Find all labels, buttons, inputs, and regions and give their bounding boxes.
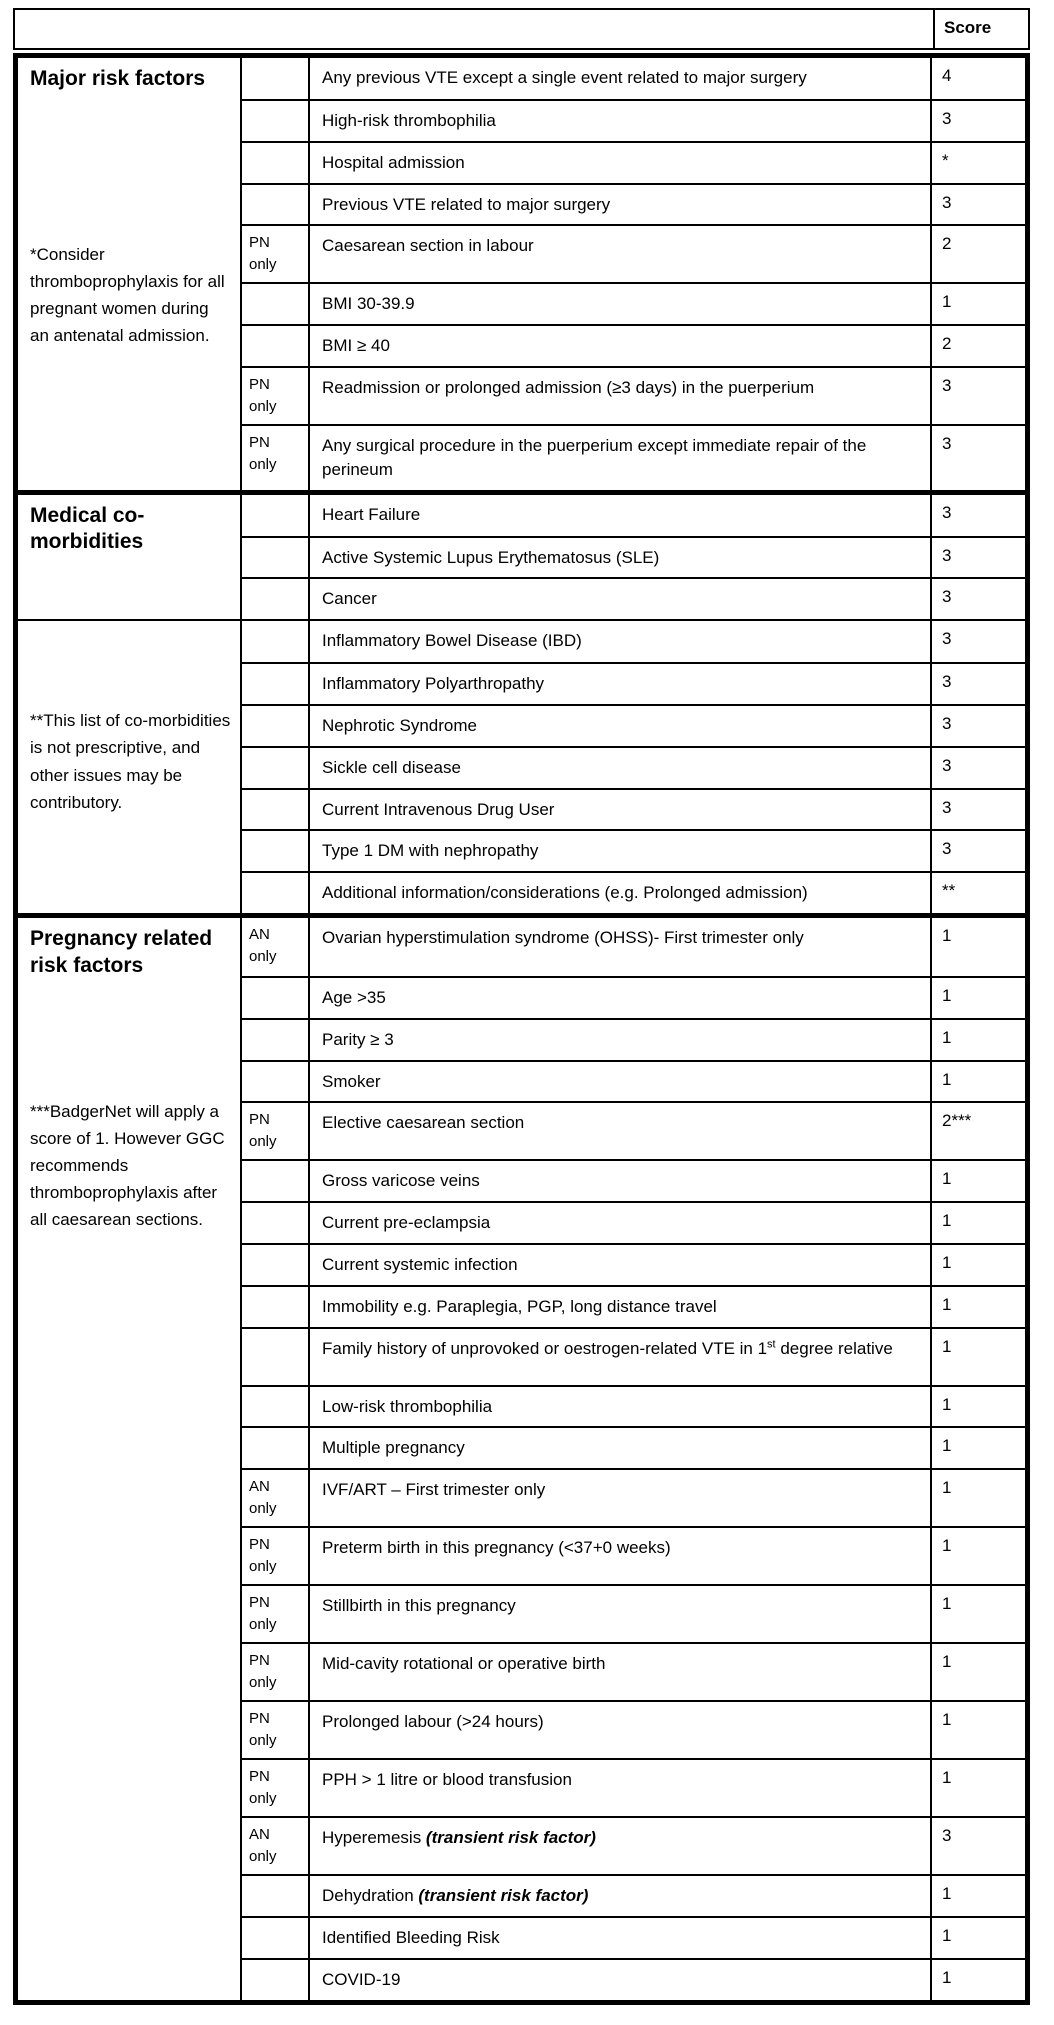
row-score: 1 [942,1884,952,1904]
row-score: 1 [942,1710,952,1730]
row-description: Parity ≥ 3 [310,1020,932,1060]
row-applicability-cell [242,664,310,704]
rows-container [242,495,1025,620]
header-row [13,8,1030,50]
table-row [242,621,1025,662]
row-applicability-cell [242,101,310,141]
row-description: Caesarean section in labour [310,226,932,282]
row-description: Low-risk thrombophilia [310,1387,932,1427]
row-score: 3 [942,629,952,649]
row-applicability-cell: PN only [242,1528,310,1584]
row-applicability-cell: PN only [242,1103,310,1159]
section-title: Medical co-morbidities [30,503,145,554]
category-block [18,619,1025,913]
category-cell [18,621,242,913]
row-description: Identified Bleeding Risk [310,1918,932,1958]
table-row [242,183,1025,225]
category-block [18,495,1025,620]
table-row [242,1285,1025,1327]
row-score: 1 [942,1436,952,1456]
risk-table [13,53,1030,2005]
row-description: High-risk thrombophilia [310,101,932,141]
section-footnote: *Consider thromboprophylaxis for all pregnant women during an antenatal admission. [30,244,225,346]
table-row [242,1958,1025,2000]
row-applicability-cell [242,873,310,913]
table-row [242,1018,1025,1060]
table-row [242,495,1025,536]
section-footnote: ***BadgerNet will apply a score of 1. However GGC recommends thromboprophylaxis after all caesarean sections. [30,1101,225,1230]
row-applicability-cell [242,621,310,662]
row-applicability-cell [242,538,310,578]
table-row [242,662,1025,704]
table-row [242,577,1025,619]
row-description: Ovarian hyperstimulation syndrome (OHSS)- First trimester only [310,918,932,976]
section-medical-co-morbidities [18,490,1025,913]
row-applicability-cell: PN only [242,368,310,424]
row-description: BMI ≥ 40 [310,326,932,366]
row-applicability-cell [242,579,310,619]
row-applicability-cell [242,1918,310,1958]
row-applicability-cell [242,1245,310,1285]
ordinal-superscript: st [767,1337,776,1350]
category-cell [18,918,242,2000]
section-major-risk-factors [18,58,1025,490]
row-applicability-cell [242,831,310,871]
table-row [242,282,1025,324]
row-applicability-cell [242,284,310,324]
row-score: 3 [942,375,952,395]
row-score: 1 [942,1478,952,1498]
row-description: IVF/ART – First trimester only [310,1470,932,1526]
row-applicability-cell [242,1876,310,1916]
table-row [242,536,1025,578]
row-applicability-cell [242,978,310,1018]
row-description: Stillbirth in this pregnancy [310,1586,932,1642]
row-applicability-cell [242,326,310,366]
row-applicability-cell [242,1428,310,1468]
row-score: 1 [942,985,952,1005]
row-applicability-cell: PN only [242,1644,310,1700]
row-applicability-cell [242,1020,310,1060]
row-score: 3 [942,192,952,212]
section-title: Major risk factors [30,67,206,90]
table-row [242,1700,1025,1758]
row-description: Type 1 DM with nephropathy [310,831,932,871]
table-row [242,1101,1025,1159]
row-description: Immobility e.g. Paraplegia, PGP, long distance travel [310,1287,932,1327]
table-row [242,58,1025,99]
table-row [242,1642,1025,1700]
row-applicability-cell [242,748,310,788]
row-score: 1 [942,1925,952,1945]
table-row [242,1385,1025,1427]
row-description: COVID-19 [310,1960,932,2000]
score-header-cell: Score [944,18,992,37]
header-spacer-cell [15,10,935,48]
section-title: Pregnancy related risk factors [30,926,213,977]
table-row [242,1243,1025,1285]
row-description: Hospital admission [310,143,932,183]
table-row [242,1159,1025,1201]
row-applicability-cell [242,706,310,746]
table-row [242,99,1025,141]
row-description: Current Intravenous Drug User [310,790,932,830]
table-row [242,224,1025,282]
row-score: 3 [942,755,952,775]
table-row [242,1201,1025,1243]
row-description: Smoker [310,1062,932,1102]
table-row [242,1526,1025,1584]
row-description: Readmission or prolonged admission (≥3 days) in the puerperium [310,368,932,424]
section-footnote: **This list of co-morbidities is not prescriptive, and other issues may be contributory. [30,711,231,812]
table-row [242,1874,1025,1916]
row-description: Family history of unprovoked or oestrogen-related VTE in 1st degree relative [310,1329,932,1385]
row-score: 4 [942,66,952,85]
row-applicability-cell: PN only [242,226,310,282]
table-row [242,366,1025,424]
row-applicability-cell: PN only [242,1760,310,1816]
row-score: 3 [942,502,952,522]
row-description: Active Systemic Lupus Erythematosus (SLE) [310,538,932,578]
row-description: Any previous VTE except a single event related to major surgery [310,58,932,99]
row-description: Sickle cell disease [310,748,932,788]
row-score: 3 [942,839,952,859]
rows-container [242,58,1025,490]
row-description: Gross varicose veins [310,1161,932,1201]
table-row [242,1327,1025,1385]
row-score: 3 [942,109,952,128]
row-score: 1 [942,1169,952,1189]
row-description: PPH > 1 litre or blood transfusion [310,1760,932,1816]
row-score: 1 [942,1294,952,1314]
category-block [18,918,1025,2000]
table-row [242,424,1025,490]
row-applicability-cell [242,1387,310,1427]
row-description: Current pre-eclampsia [310,1203,932,1243]
table-row [242,141,1025,183]
row-description: Preterm birth in this pregnancy (<37+0 weeks) [310,1528,932,1584]
table-row [242,976,1025,1018]
row-description: Prolonged labour (>24 hours) [310,1702,932,1758]
row-description: Current systemic infection [310,1245,932,1285]
row-description: Hyperemesis (transient risk factor) [310,1818,932,1874]
table-row [242,829,1025,871]
row-score: 1 [942,1336,952,1356]
row-applicability-cell [242,1287,310,1327]
row-score: 2 [942,234,952,254]
row-description: Inflammatory Bowel Disease (IBD) [310,621,932,662]
row-applicability-cell: PN only [242,1586,310,1642]
row-applicability-cell [242,143,310,183]
row-score: 1 [942,1069,952,1089]
row-score: ** [942,881,956,901]
row-applicability-cell [242,1203,310,1243]
row-score: 3 [942,672,952,692]
row-score: 1 [942,925,952,945]
table-row [242,1816,1025,1874]
row-score: 1 [942,1394,952,1414]
row-applicability-cell: AN only [242,1470,310,1526]
category-block [18,58,1025,490]
table-row [242,746,1025,788]
row-description: Previous VTE related to major surgery [310,185,932,225]
row-applicability-cell [242,185,310,225]
row-score: 1 [942,1252,952,1272]
rows-container [242,918,1025,2000]
row-applicability-cell [242,1960,310,2000]
row-applicability-cell [242,1329,310,1385]
rows-container [242,621,1025,913]
row-description: Dehydration (transient risk factor) [310,1876,932,1916]
row-applicability-cell: AN only [242,1818,310,1874]
row-score: * [942,150,949,170]
row-description: Age >35 [310,978,932,1018]
row-score: 3 [942,1826,952,1846]
row-description: BMI 30-39.9 [310,284,932,324]
row-score: 3 [942,433,952,453]
row-applicability-cell [242,495,310,536]
row-score: 2 [942,334,952,354]
section-pregnancy-related-risk-factors [18,913,1025,2000]
row-score: 1 [942,1027,952,1047]
row-score: 1 [942,1211,952,1231]
row-applicability-cell [242,1062,310,1102]
row-score: 1 [942,1967,952,1987]
row-description: Multiple pregnancy [310,1428,932,1468]
row-score: 1 [942,1652,952,1672]
row-description: Inflammatory Polyarthropathy [310,664,932,704]
row-applicability-cell: PN only [242,426,310,490]
row-score: 3 [942,587,952,607]
table-row [242,1468,1025,1526]
table-row [242,871,1025,913]
table-row [242,1916,1025,1958]
row-score: 3 [942,797,952,817]
table-row [242,788,1025,830]
row-applicability-cell [242,790,310,830]
row-description: Nephrotic Syndrome [310,706,932,746]
row-description: Mid-cavity rotational or operative birth [310,1644,932,1700]
row-applicability-cell: PN only [242,1702,310,1758]
row-score: 1 [942,292,952,312]
category-cell [18,495,242,620]
row-score: 3 [942,545,952,565]
row-score: 3 [942,713,952,733]
row-applicability-cell [242,1161,310,1201]
table-row [242,1060,1025,1102]
category-cell [18,58,242,490]
row-score: 2*** [942,1111,972,1131]
row-applicability-cell [242,58,310,99]
row-description: Any surgical procedure in the puerperium except immediate repair of the perineum [310,426,932,490]
row-score: 1 [942,1536,952,1556]
table-row [242,1584,1025,1642]
table-row [242,704,1025,746]
table-row [242,1426,1025,1468]
row-description: Elective caesarean section [310,1103,932,1159]
row-applicability-cell: AN only [242,918,310,976]
table-row [242,918,1025,976]
row-description: Heart Failure [310,495,932,536]
row-description: Additional information/considerations (e.g. Prolonged admission) [310,873,932,913]
row-score: 1 [942,1768,952,1788]
transient-risk-label: (transient risk factor) [418,1886,589,1906]
row-score: 1 [942,1594,952,1614]
transient-risk-label: (transient risk factor) [425,1828,596,1848]
row-description: Cancer [310,579,932,619]
table-row [242,324,1025,366]
table-row [242,1758,1025,1816]
